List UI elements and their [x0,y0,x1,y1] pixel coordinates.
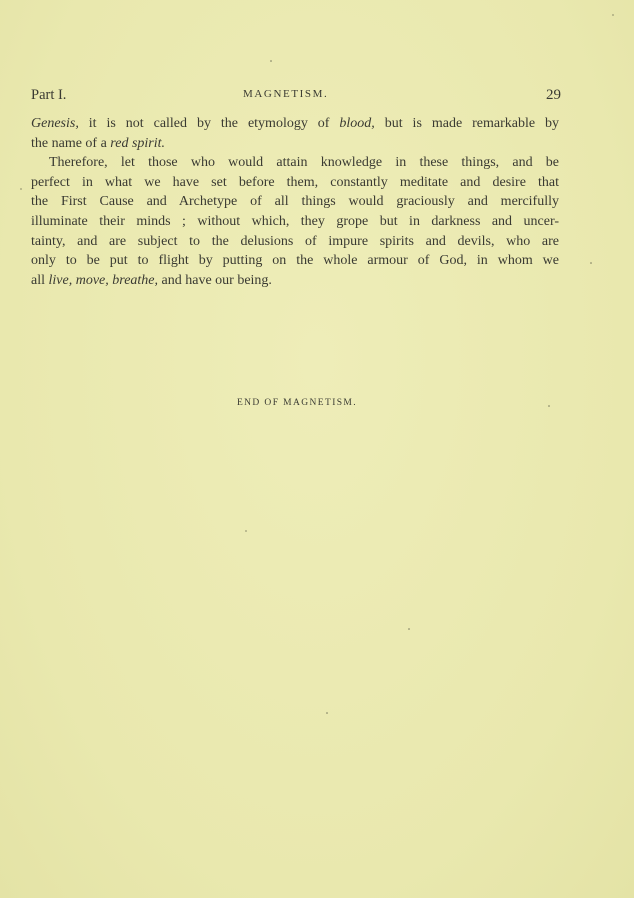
paper-speck [270,60,272,62]
paper-speck [245,530,247,532]
body-text [31,114,559,290]
italic-word: move, [75,272,109,288]
italic-word: live, [48,272,73,288]
text-line: the name of a red spirit. [31,135,166,151]
text-line: Genesis, it is not called by the etymology of blood, but is made remarkable by [31,116,559,131]
text-line: all live, move, breathe, and have our being. [31,272,272,288]
text-line: tainty, and are subject to the delusions of impure spirits and devils, who are [31,233,559,249]
paper-speck [590,262,592,264]
italic-word: red spirit. [110,135,166,151]
page-number: 29 [546,87,561,103]
paragraph-1 [31,114,559,153]
paper-speck [408,628,410,630]
text-line: Therefore, let those who would attain knowledge in these things, and be [49,155,559,171]
running-title: MAGNETISM. [243,88,329,100]
italic-word: Genesis, [31,116,79,131]
text-line: perfect in what we have set before them, constantly meditate and desire that [31,174,559,190]
paper-speck [20,188,22,190]
part-label: Part I. [31,87,67,103]
running-head [31,87,561,109]
paper-speck [612,14,614,16]
paragraph-2 [31,153,559,290]
italic-word: breathe, [112,272,159,288]
paper-speck [326,712,328,714]
end-mark: END OF MAGNETISM. [236,398,358,408]
text-line: illuminate their minds ; without which, they grope but in darkness and uncer- [31,213,559,229]
italic-word: blood, [339,116,375,131]
text-line: only to be put to flight by putting on the whole armour of God, in whom we [31,253,559,269]
text-line: the First Cause and Archetype of all things would graciously and mercifully [31,194,559,210]
paper-speck [548,405,550,407]
